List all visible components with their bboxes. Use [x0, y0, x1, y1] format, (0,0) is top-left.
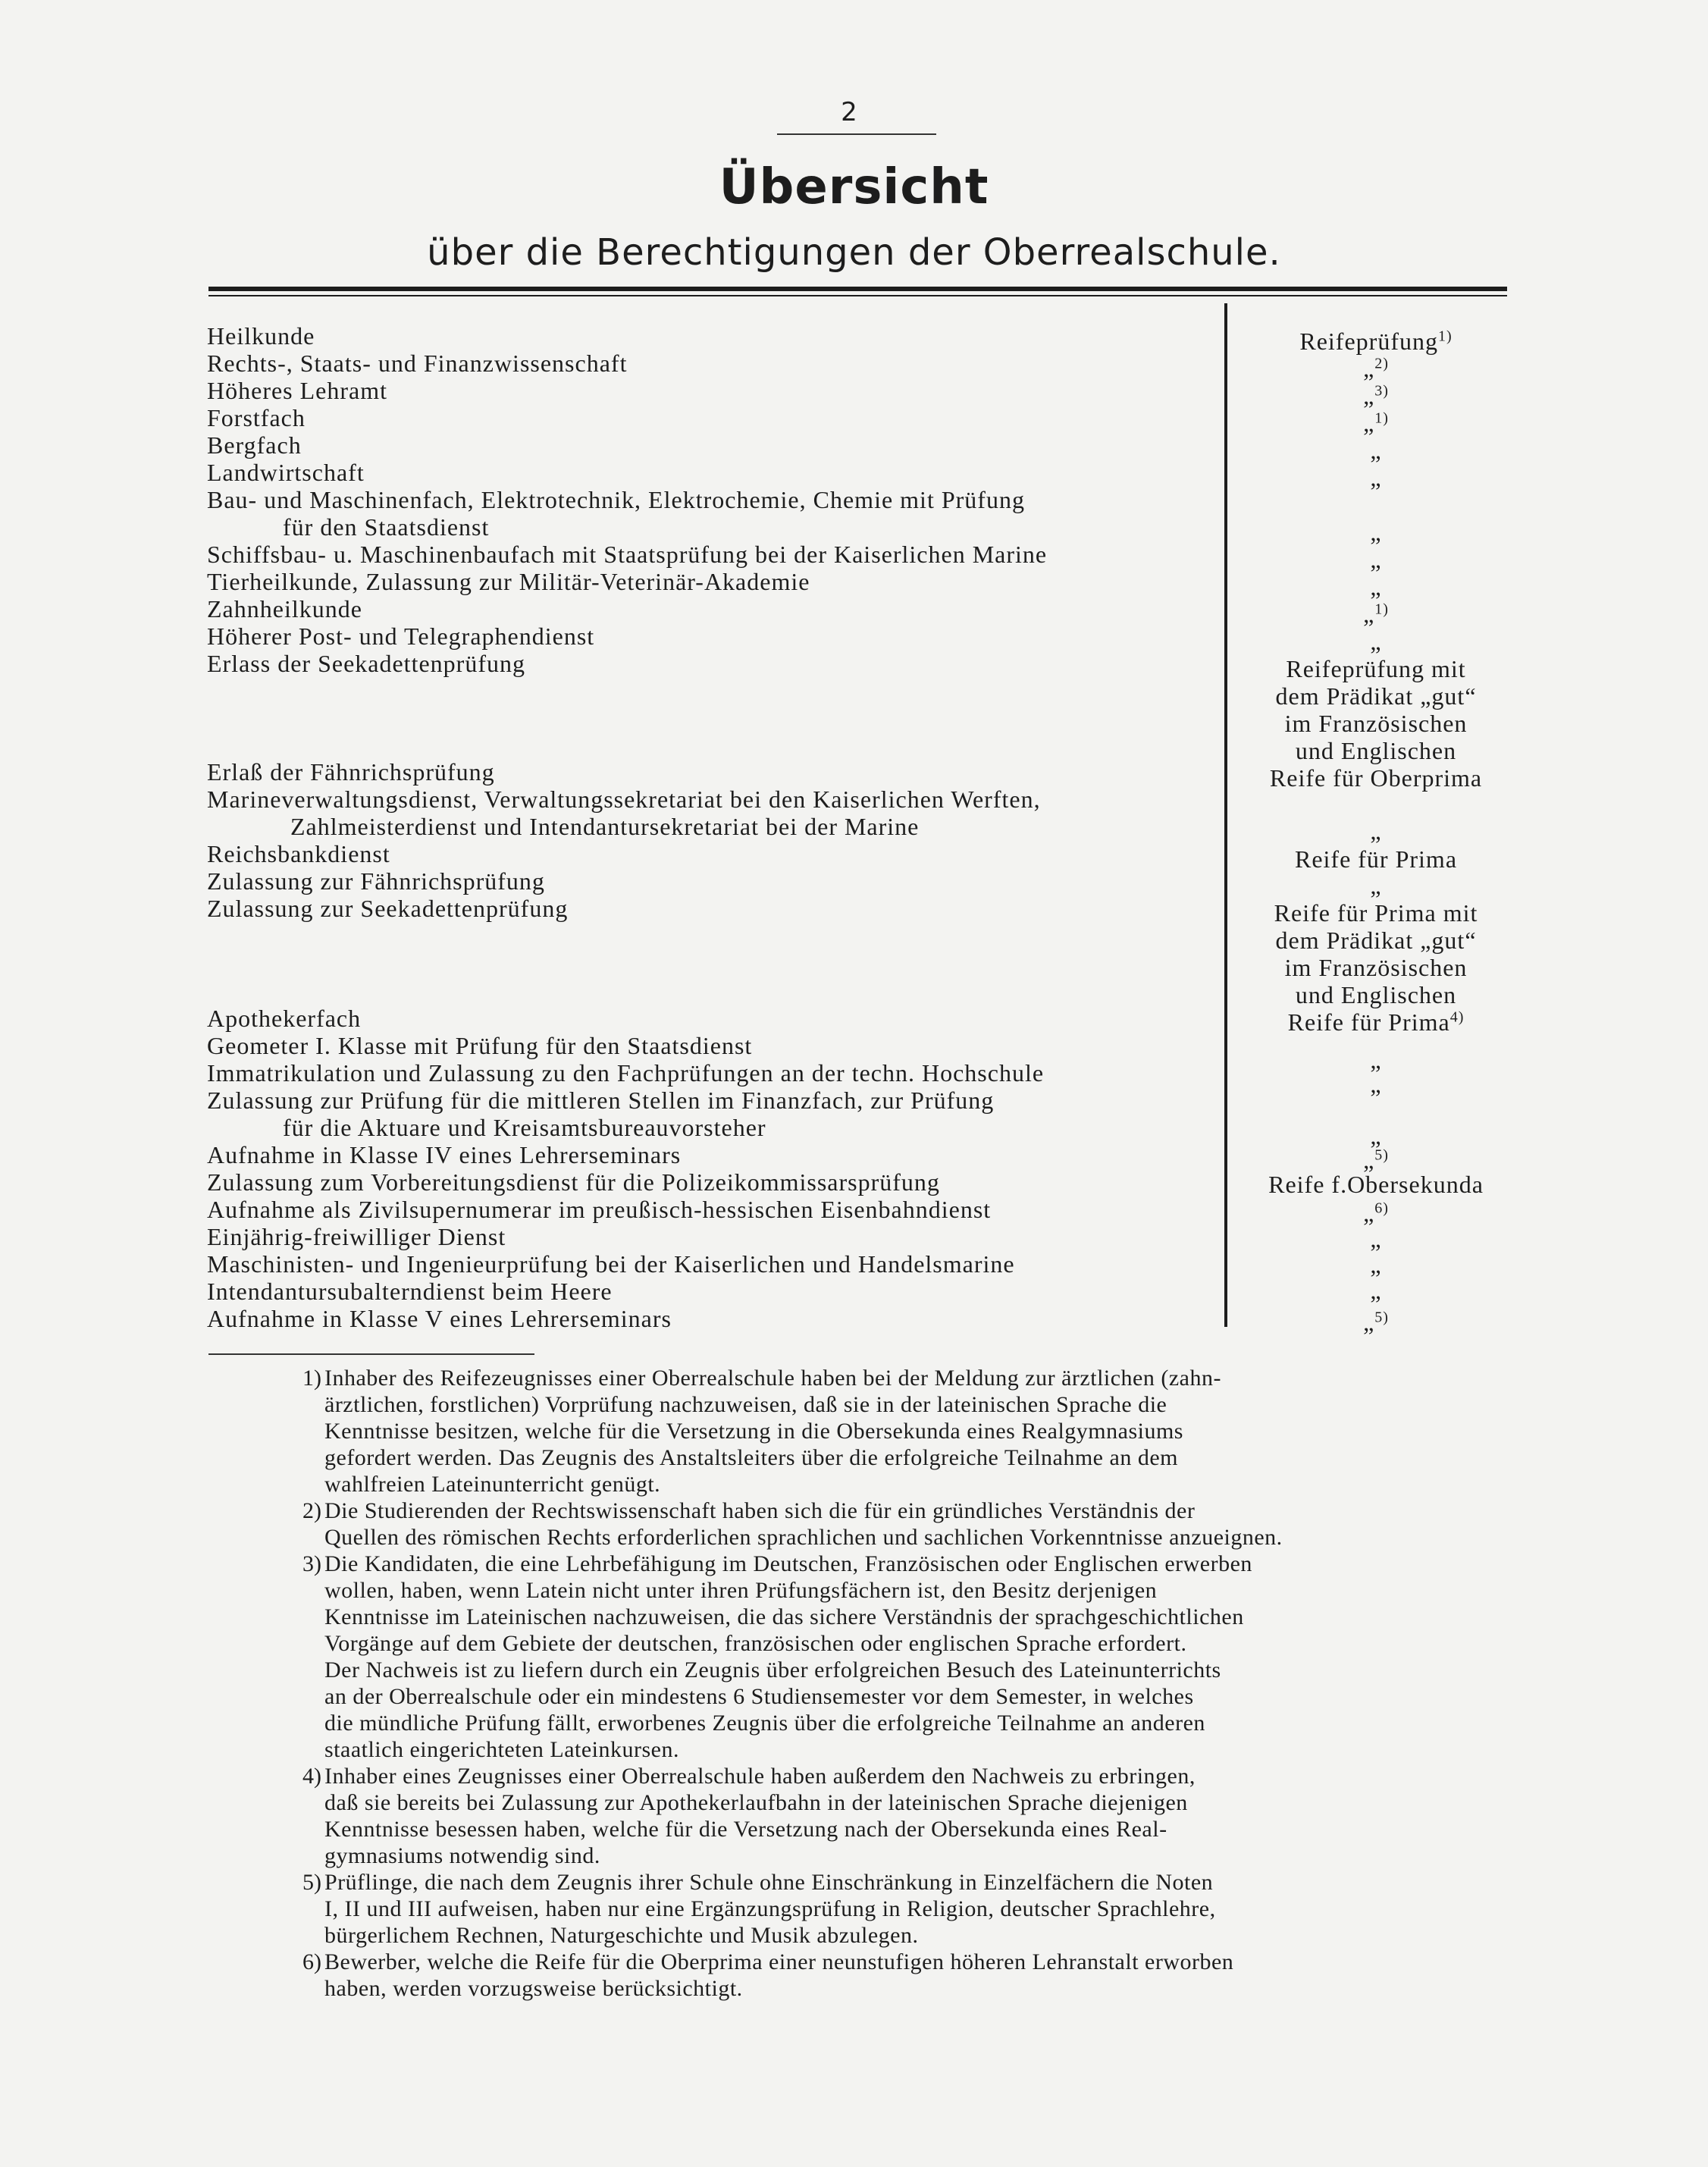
table-left-line: Schiffsbau- u. Maschinenbaufach mit Staatsprüfung bei der Kaiserlichen Marine: [207, 541, 1048, 568]
table-note-mark: 4): [1449, 1008, 1465, 1026]
table-right-line: Reife für Oberprima: [1269, 764, 1483, 792]
table-left-line: Höheres Lehramt: [207, 377, 388, 404]
table-right-line: Reifeprüfung$^{1)}$: [1299, 328, 1453, 355]
page-title: Übersicht: [719, 159, 989, 215]
table-right-line: Reife für Prima: [1294, 845, 1458, 873]
table-left-line: Bergfach: [207, 431, 302, 459]
footnote-line: Kenntnisse besessen haben, welche für die Versetzung nach der Obersekunda eines Real-: [324, 1817, 1167, 1842]
table-right-line: „$^{3)}$: [1363, 382, 1389, 409]
table-left-line: Geometer I. Klasse mit Prüfung für den Staatsdienst: [207, 1032, 753, 1059]
footnote-line: gymnasiums notwendig sind.: [324, 1843, 600, 1868]
footnote-line: Quellen des römischen Rechts erforderlichen sprachlichen und sachlichen Vorkenntnisse anzueignen.: [324, 1525, 1283, 1550]
table-left-line: Einjährig-freiwilliger Dienst: [207, 1223, 506, 1250]
page-number: 2: [841, 97, 857, 127]
table-left-line: Zulassung zur Prüfung für die mittleren Stellen im Finanzfach, zur Prüfung: [207, 1087, 995, 1114]
footnote-line: die mündliche Prüfung fällt, erworbenes Zeugnis über die erfolgreiche Teilnahme an anderen: [324, 1711, 1205, 1736]
table-left-line: Marineverwaltungsdienst, Verwaltungssekretariat bei den Kaiserlichen Werften,: [207, 786, 1041, 813]
header-rule-thick: [208, 287, 1507, 291]
footnote-line: staatlich eingerichteten Lateinkursen.: [324, 1737, 679, 1762]
table-right-line: „$^{5)}$: [1363, 1309, 1389, 1336]
table-right-line: Reifeprüfung mit: [1286, 655, 1466, 682]
table-right-line: und Englischen: [1295, 737, 1457, 764]
table-right-line: „: [1370, 464, 1382, 491]
footnote-line: Kenntnisse besitzen, welche für die Versetzung in die Obersekunda eines Realgymnasiums: [324, 1419, 1183, 1444]
table-left-line: Aufnahme in Klasse V eines Lehrerseminars: [207, 1305, 672, 1332]
column-divider: [1224, 303, 1227, 1327]
table-left-line: Erlaß der Fähnrichsprüfung: [207, 758, 495, 786]
table-right-line: „: [1370, 628, 1382, 655]
table-right-line: im Französischen: [1284, 710, 1468, 737]
table-left-line: Aufnahme in Klasse IV eines Lehrerseminars: [207, 1141, 682, 1168]
table-left-line: Maschinisten- und Ingenieurprüfung bei der Kaiserlichen und Handelsmarine: [207, 1250, 1015, 1278]
footnote-mark: 4): [302, 1764, 321, 1789]
page-number-rule: [777, 133, 936, 135]
table-left-line: Bau- und Maschinenfach, Elektrotechnik, Elektrochemie, Chemie mit Prüfung: [207, 486, 1025, 513]
table-note-mark: 5): [1374, 1309, 1389, 1326]
table-right-line: „: [1370, 1122, 1382, 1149]
table-right-line: im Französischen: [1284, 954, 1468, 981]
table-right-line: „: [1370, 437, 1382, 464]
footnote-line: Inhaber des Reifezeugnisses einer Oberrealschule haben bei der Meldung zur ärztlichen (zahn-: [324, 1366, 1221, 1391]
table-right-line: „$^{5)}$: [1363, 1146, 1389, 1174]
table-note-mark: 2): [1374, 355, 1389, 372]
table-note-mark: 1): [1437, 328, 1453, 345]
footnote-rule: [208, 1353, 534, 1355]
table-right-line: dem Prädikat „gut“: [1275, 927, 1477, 954]
footnote-line: bürgerlichem Rechnen, Naturgeschichte und Musik abzulegen.: [324, 1923, 919, 1948]
footnote-line: an der Oberrealschule oder ein mindestens 6 Studiensemester vor dem Semester, in welches: [324, 1684, 1194, 1709]
table-right-line: und Englischen: [1295, 981, 1457, 1008]
table-right-line: „: [1370, 1225, 1382, 1253]
table-right-line: „: [1370, 519, 1382, 546]
table-left-line: Zulassung zum Vorbereitungsdienst für die Polizeikommissarsprüfung: [207, 1168, 940, 1196]
table-right-line: „: [1370, 546, 1382, 573]
table-left-line: Zulassung zur Fähnrichsprüfung: [207, 867, 545, 895]
footnote-line: Die Kandidaten, die eine Lehrbefähigung im Deutschen, Französischen oder Englischen erwerben: [324, 1551, 1252, 1576]
table-left-line: Aufnahme als Zivilsupernumerar im preußisch-hessischen Eisenbahndienst: [207, 1196, 992, 1223]
table-right-line: Reife f.Obersekunda: [1268, 1171, 1484, 1198]
table-right-line: „: [1370, 872, 1382, 899]
table-right-line: „: [1370, 1046, 1382, 1074]
footnote-line: ärztlichen, forstlichen) Vorprüfung nachzuweisen, daß sie in der lateinischen Sprache die: [324, 1392, 1167, 1417]
table-left-line: Immatrikulation und Zulassung zu den Fachprüfungen an der techn. Hochschule: [207, 1059, 1045, 1087]
header-rule-thin: [208, 295, 1507, 296]
footnote-line: wollen, haben, wenn Latein nicht unter ihren Prüfungsfächern ist, den Besitz derjenigen: [324, 1578, 1158, 1603]
table-right-line: „: [1370, 1251, 1382, 1278]
footnote-mark: 1): [302, 1366, 321, 1391]
table-note-mark: 1): [1374, 601, 1389, 618]
table-left-line: Tierheilkunde, Zulassung zur Militär-Veterinär-Akademie: [207, 568, 810, 595]
table-right-line: „$^{1)}$: [1363, 601, 1389, 628]
table-right-line: „: [1370, 1071, 1382, 1098]
footnote-line: Kenntnisse im Lateinischen nachzuweisen, die das sichere Verständnis der sprachgeschichtlichen: [324, 1604, 1244, 1629]
table-left-line: Erlass der Seekadettenprüfung: [207, 650, 525, 677]
footnote-line: Der Nachweis ist zu liefern durch ein Zeugnis über erfolgreichen Besuch des Lateinunterrichts: [324, 1657, 1221, 1682]
footnote-mark: 6): [302, 1949, 321, 1974]
table-left-line: Zulassung zur Seekadettenprüfung: [207, 895, 569, 922]
table-note-mark: 1): [1374, 409, 1389, 427]
table-left-line: Rechts-, Staats- und Finanzwissenschaft: [207, 350, 628, 377]
table-left-line: für die Aktuare und Kreisamtsbureauvorsteher: [283, 1114, 766, 1141]
footnote-line: Die Studierenden der Rechtswissenschaft haben sich die für ein gründliches Verständnis der: [324, 1498, 1196, 1523]
table-left-line: Höherer Post- und Telegraphendienst: [207, 623, 595, 650]
table-right-line: „: [1370, 1277, 1382, 1304]
footnote-line: Bewerber, welche die Reife für die Oberprima einer neunstufigen höheren Lehranstalt erworben: [324, 1949, 1234, 1974]
footnote-line: daß sie bereits bei Zulassung zur Apothekerlaufbahn in der lateinischen Sprache diejenigen: [324, 1790, 1188, 1815]
table-right-line: „$^{2)}$: [1363, 355, 1389, 382]
table-left-line: Reichsbankdienst: [207, 840, 390, 867]
table-right-line: „$^{6)}$: [1363, 1200, 1389, 1227]
page-subtitle: über die Berechtigungen der Oberrealschule.: [427, 231, 1281, 274]
footnote-line: Vorgänge auf dem Gebiete der deutschen, französischen oder englischen Sprache erfordert.: [324, 1631, 1187, 1656]
footnote-line: haben, werden vorzugsweise berücksichtigt.: [324, 1976, 743, 2001]
footnote-mark: 2): [302, 1498, 321, 1523]
footnote-mark: 5): [302, 1870, 321, 1895]
table-left-line: Heilkunde: [207, 322, 315, 350]
table-left-line: Forstfach: [207, 404, 306, 431]
table-note-mark: 5): [1374, 1146, 1389, 1164]
table-left-line: Zahnheilkunde: [207, 595, 362, 623]
footnote-line: wahlfreien Lateinunterricht genügt.: [324, 1472, 661, 1497]
table-left-line: Zahlmeisterdienst und Intendantursekretariat bei der Marine: [290, 813, 920, 840]
table-left-line: Intendantursubalterndienst beim Heere: [207, 1278, 613, 1305]
table-right-line: Reife für Prima$^{4)}$: [1287, 1008, 1465, 1036]
table-right-line: „$^{1)}$: [1363, 409, 1389, 437]
footnote-mark: 3): [302, 1551, 321, 1576]
footnote-line: I, II und III aufweisen, haben nur eine Ergänzungsprüfung in Religion, deutscher Sprachlehre,: [324, 1896, 1216, 1921]
table-left-line: für den Staatsdienst: [283, 513, 490, 541]
table-right-line: Reife für Prima mit: [1274, 899, 1478, 927]
table-left-line: Apothekerfach: [207, 1005, 362, 1032]
footnote-line: Inhaber eines Zeugnisses einer Oberrealschule haben außerdem den Nachweis zu erbringen,: [324, 1764, 1196, 1789]
table-right-line: dem Prädikat „gut“: [1275, 682, 1477, 710]
table-note-mark: 3): [1374, 382, 1389, 400]
table-left-line: Landwirtschaft: [207, 459, 365, 486]
table-right-line: „: [1370, 817, 1382, 845]
table-note-mark: 6): [1374, 1200, 1389, 1217]
footnote-line: gefordert werden. Das Zeugnis des Anstaltsleiters über die erfolgreiche Teilnahme an dem: [324, 1445, 1178, 1470]
footnote-line: Prüflinge, die nach dem Zeugnis ihrer Schule ohne Einschränkung in Einzelfächern die Noten: [324, 1870, 1214, 1895]
table-right-line: „: [1370, 573, 1382, 601]
